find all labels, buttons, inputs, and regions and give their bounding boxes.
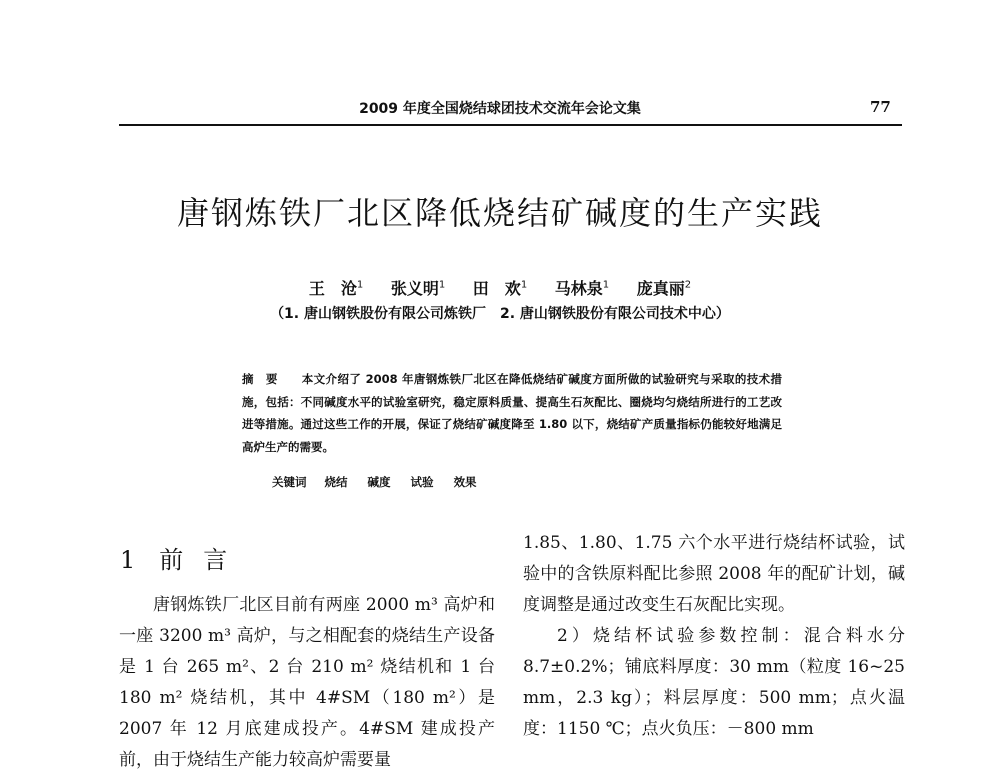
- author: 庞真丽$^2$: [636, 279, 692, 298]
- header-rule: [119, 124, 902, 126]
- abstract-text: 本文介绍了 2008 年唐钢炼铁厂北区在降低烧结矿碱度方面所做的试验研究与采取的技术措施，包括：不同碱度水平的试验室研究，稳定原料质量、提高生石灰配比、圈烧均匀烧结所进行的工艺改进等措施。通过这些工作的开展，保证了烧结矿碱度降至 1.80 以下，烧结矿产质量指标仍能较好地满足高炉生产的需要。: [242, 372, 783, 454]
- page-number: 77: [870, 98, 891, 116]
- paper-title: 唐钢炼铁厂北区降低烧结矿碱度的生产实践: [176, 194, 823, 232]
- section-heading: [120, 540, 247, 575]
- journal-title: 2009 年度全国烧结球团技术交流年会论文集: [359, 101, 641, 117]
- body-paragraph: 1.85、1.80、1.75 六个水平进行烧结杯试验，试验中的含铁原料配比参照 2008 年的配矿计划，碱度调整是通过改变生石灰配比实现。: [523, 533, 905, 615]
- right-column: [523, 528, 905, 745]
- author: 王 沧$^1$: [308, 279, 364, 298]
- keywords-label: 关键词: [272, 475, 307, 489]
- keywords: [272, 474, 772, 490]
- author: 马林泉$^1$: [554, 279, 610, 298]
- author: 张义明$^1$: [390, 279, 446, 298]
- left-column: [119, 590, 495, 776]
- keyword: 碱度: [367, 475, 391, 489]
- author: 田 欢$^1$: [472, 279, 528, 298]
- section-title: 前言: [159, 546, 248, 574]
- abstract-label: 摘要: [242, 372, 290, 386]
- body-paragraph: 2）烧结杯试验参数控制：混合料水分 8.7±0.2%；铺底料厚度：30 mm（粒度 16~25 mm，2.3 kg）；料层厚度：500 mm；点火温度：1150 ℃；点火负压：－800 mm: [523, 626, 905, 739]
- author-list: [0, 276, 1000, 299]
- affiliations: （1. 唐山钢铁股份有限公司炼铁厂 2. 唐山钢铁股份有限公司技术中心）: [270, 306, 730, 322]
- section-number: 1: [120, 546, 136, 574]
- abstract: [242, 368, 782, 458]
- keyword: 试验: [410, 475, 434, 489]
- keyword: 效果: [453, 475, 477, 489]
- keyword: 烧结: [324, 475, 348, 489]
- body-paragraph: 唐钢炼铁厂北区目前有两座 2000 m³ 高炉和一座 3200 m³ 高炉，与之相配套的烧结生产设备是 1 台 265 m²、2 台 210 m² 烧结机和 1 台 180 m² 烧结机，其中 4#SM（180 m²）是 2007 年 12 月底建成投产。4#SM 建成投产前，由于烧结生产能力较高炉需要量: [119, 595, 495, 770]
